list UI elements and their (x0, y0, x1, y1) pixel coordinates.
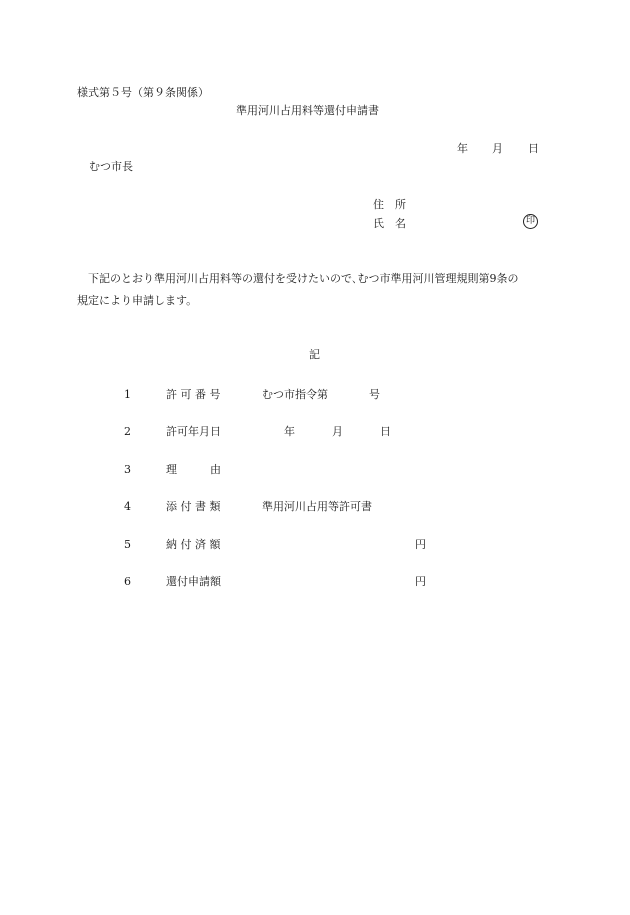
statement (77, 268, 555, 312)
item-day: 日 (380, 425, 391, 438)
ki-heading: 記 (309, 348, 320, 361)
item-label: 添 付 書 類 (166, 500, 221, 513)
item-label: 還付申請額 (166, 575, 221, 588)
item-number: 1 (124, 388, 131, 401)
item-month: 月 (332, 425, 343, 438)
address-label: 住 所 (373, 198, 406, 211)
item-value: 準用河川占用等許可書 (262, 500, 372, 513)
statement-line-2: 規定により申請します。 (77, 294, 198, 307)
item-year: 年 (284, 425, 295, 438)
item-number: 3 (124, 463, 131, 476)
item-label: 許 可 番 号 (166, 388, 221, 401)
item-value: むつ市指令第 (262, 388, 328, 401)
item-number: 5 (124, 538, 131, 551)
item-number: 2 (124, 425, 131, 438)
item-label: 許可年月日 (166, 425, 221, 438)
item-suffix: 号 (369, 388, 380, 401)
date-month: 月 (492, 142, 503, 155)
statement-line-1: 下記のとおり準用河川占用料等の還付を受けたいので､むつ市準用河川管理規則第9条の (88, 272, 519, 285)
date-day: 日 (528, 142, 539, 155)
item-unit: 円 (415, 575, 426, 588)
seal-mark: 印 (523, 214, 538, 229)
item-label: 理 由 (166, 463, 221, 476)
item-number: 6 (124, 575, 131, 588)
date-year: 年 (457, 142, 468, 155)
document-title: 準用河川占用料等還付申請書 (236, 104, 379, 117)
item-number: 4 (124, 500, 131, 513)
addressee: むつ市長 (89, 160, 133, 173)
item-label: 納 付 済 額 (166, 538, 221, 551)
form-label: 様式第５号（第９条関係） (77, 86, 209, 99)
name-label: 氏 名 (373, 217, 406, 230)
item-unit: 円 (415, 538, 426, 551)
